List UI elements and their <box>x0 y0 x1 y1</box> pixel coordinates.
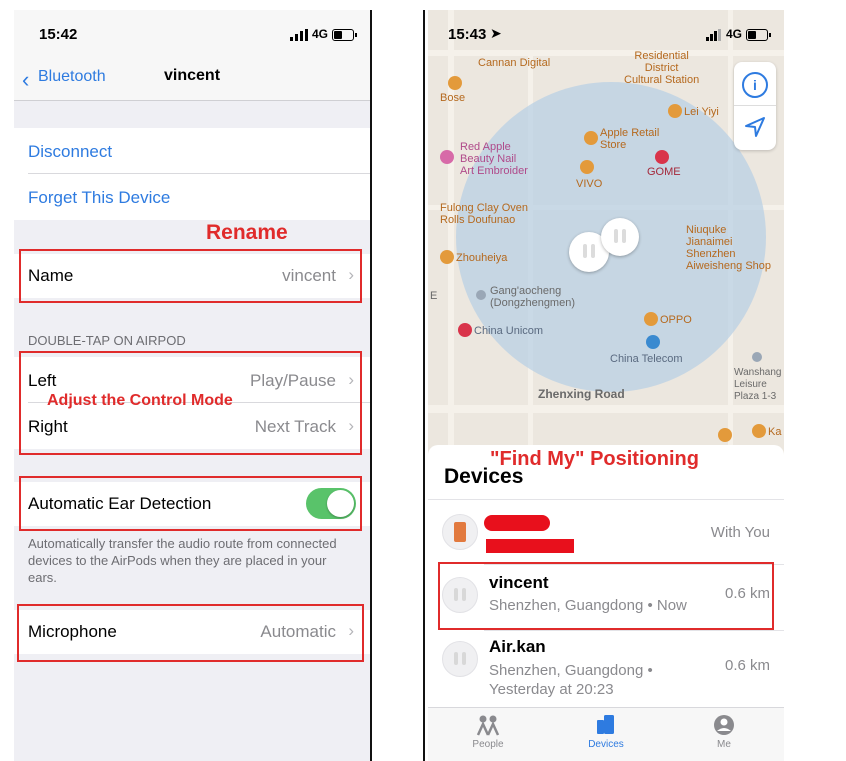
back-button[interactable]: Bluetooth <box>38 68 106 85</box>
map-label: E <box>430 290 438 302</box>
microphone-highlight-box <box>17 604 364 662</box>
devices-title: Devices <box>444 465 524 488</box>
status-time: 15:43 <box>448 26 487 43</box>
tab-label: Me <box>717 739 731 750</box>
airpods-map-pin-icon[interactable] <box>601 218 639 256</box>
map-label: Zhenxing Road <box>538 387 625 401</box>
find-my-screen <box>428 10 784 761</box>
location-services-icon: ➤ <box>490 25 502 41</box>
find-my-annotation: "Find My" Positioning <box>490 448 699 470</box>
ear-detection-footnote: Automatically transfer the audio route from connected devices to the AirPods when they are placed in your ears. <box>28 536 337 585</box>
ear-detection-label: Automatic Ear Detection <box>28 494 212 513</box>
forget-device-button[interactable]: Forget This Device <box>28 188 171 207</box>
poi-icon <box>580 160 594 174</box>
iphone-icon <box>442 514 478 550</box>
chevron-right-icon: › <box>348 416 354 435</box>
device-location: Shenzhen, Guangdong • Now <box>489 597 687 614</box>
map-label: Gang'aocheng (Dongzhengmen) <box>490 285 575 309</box>
people-icon <box>448 714 528 739</box>
map-label: OPPO <box>660 314 692 326</box>
map-label: Niuquke Jianaimei Shenzhen Aiweisheng Shop <box>686 224 772 272</box>
right-label: Right <box>28 417 68 436</box>
section-header: DOUBLE-TAP ON AIRPOD <box>28 333 186 348</box>
ear-detection-highlight-box <box>19 476 362 531</box>
name-value: vincent <box>282 266 336 285</box>
poi-icon <box>440 250 454 264</box>
poi-icon <box>476 290 486 300</box>
map-label: Cannan Digital <box>478 57 551 69</box>
panel-divider <box>370 10 425 761</box>
battery-icon <box>332 28 358 46</box>
left-label: Left <box>28 371 57 390</box>
poi-icon <box>646 335 660 349</box>
device-distance: 0.6 km <box>724 585 770 602</box>
poi-icon <box>718 428 732 442</box>
poi-icon <box>458 323 472 337</box>
rename-annotation: Rename <box>206 221 288 244</box>
map-label: China Telecom <box>610 353 683 365</box>
poi-icon <box>752 352 762 362</box>
chevron-right-icon: › <box>348 621 354 640</box>
battery-icon <box>746 28 772 46</box>
map-label: Apple Retail Store <box>600 127 660 151</box>
airpods-icon <box>442 641 478 677</box>
redaction-mark <box>486 539 574 553</box>
device-distance: With You <box>710 524 770 541</box>
signal-icon <box>706 28 722 46</box>
device-name: vincent <box>489 573 549 592</box>
info-icon[interactable]: i <box>742 72 768 98</box>
device-row[interactable] <box>428 500 784 564</box>
name-label: Name <box>28 266 74 285</box>
microphone-value: Automatic <box>260 622 336 641</box>
disconnect-button[interactable]: Disconnect <box>28 142 113 161</box>
map-label: Ka <box>768 426 782 438</box>
poi-icon <box>752 424 766 438</box>
map-label: Residential District Cultural Station <box>624 50 700 86</box>
me-icon <box>684 714 764 739</box>
control-mode-annotation: Adjust the Control Mode <box>47 392 233 409</box>
rename-highlight-box <box>19 249 362 303</box>
tab-me[interactable] <box>684 714 764 750</box>
devices-icon <box>566 714 646 739</box>
status-bar <box>14 10 370 60</box>
location-arrow-icon[interactable] <box>744 116 766 143</box>
map-label: China Unicom <box>474 325 544 337</box>
map-label: VIVO <box>576 178 603 190</box>
map-label: Wanshang Leisure Plaza 1-3 <box>734 367 782 402</box>
map-label: GOME <box>647 166 681 178</box>
status-time: 15:42 <box>39 26 78 43</box>
device-distance: 0.6 km <box>724 657 770 674</box>
poi-icon <box>440 150 454 164</box>
actions-group <box>14 128 370 220</box>
map-controls <box>734 62 776 150</box>
device-last-seen: Yesterday at 20:23 <box>489 681 614 698</box>
bluetooth-settings-screen <box>14 10 370 761</box>
left-value[interactable]: Play/Pause <box>250 371 336 390</box>
device-row[interactable] <box>428 631 784 703</box>
chevron-right-icon: › <box>348 265 354 284</box>
device-name: Air.kan <box>489 637 546 656</box>
poi-icon <box>644 312 658 326</box>
back-chevron-icon[interactable]: ‹ <box>22 67 30 92</box>
page-title: vincent <box>164 67 221 84</box>
status-bar <box>428 10 784 54</box>
signal-icon <box>290 28 308 46</box>
poi-icon <box>668 104 682 118</box>
network-label: 4G <box>312 27 329 41</box>
microphone-label: Microphone <box>28 622 117 641</box>
map-label: Zhouheiya <box>456 252 508 264</box>
poi-icon <box>584 131 598 145</box>
divider <box>28 173 370 174</box>
tab-label: People <box>472 739 504 750</box>
device-location: Shenzhen, Guangdong • <box>489 662 653 679</box>
tab-devices[interactable] <box>566 714 646 750</box>
tab-label: Devices <box>588 739 624 750</box>
map-label: Bose <box>440 92 466 104</box>
chevron-right-icon: › <box>348 370 354 389</box>
tab-bar <box>428 707 784 761</box>
map-view[interactable] <box>428 10 784 455</box>
network-label: 4G <box>726 27 743 41</box>
tab-people[interactable] <box>448 714 528 750</box>
divider <box>734 105 776 106</box>
map-label: Fulong Clay Oven Rolls Doufunao <box>440 202 529 226</box>
poi-icon <box>448 76 462 90</box>
nav-bar <box>14 60 370 101</box>
redaction-mark <box>484 515 550 531</box>
right-value[interactable]: Next Track <box>254 417 336 436</box>
map-label: Red Apple Beauty Nail Art Embroider <box>460 141 528 177</box>
find-my-highlight-box <box>438 562 774 630</box>
map-label: Lei Yiyi <box>684 106 719 118</box>
devices-sheet <box>428 445 784 761</box>
poi-icon <box>655 150 669 164</box>
